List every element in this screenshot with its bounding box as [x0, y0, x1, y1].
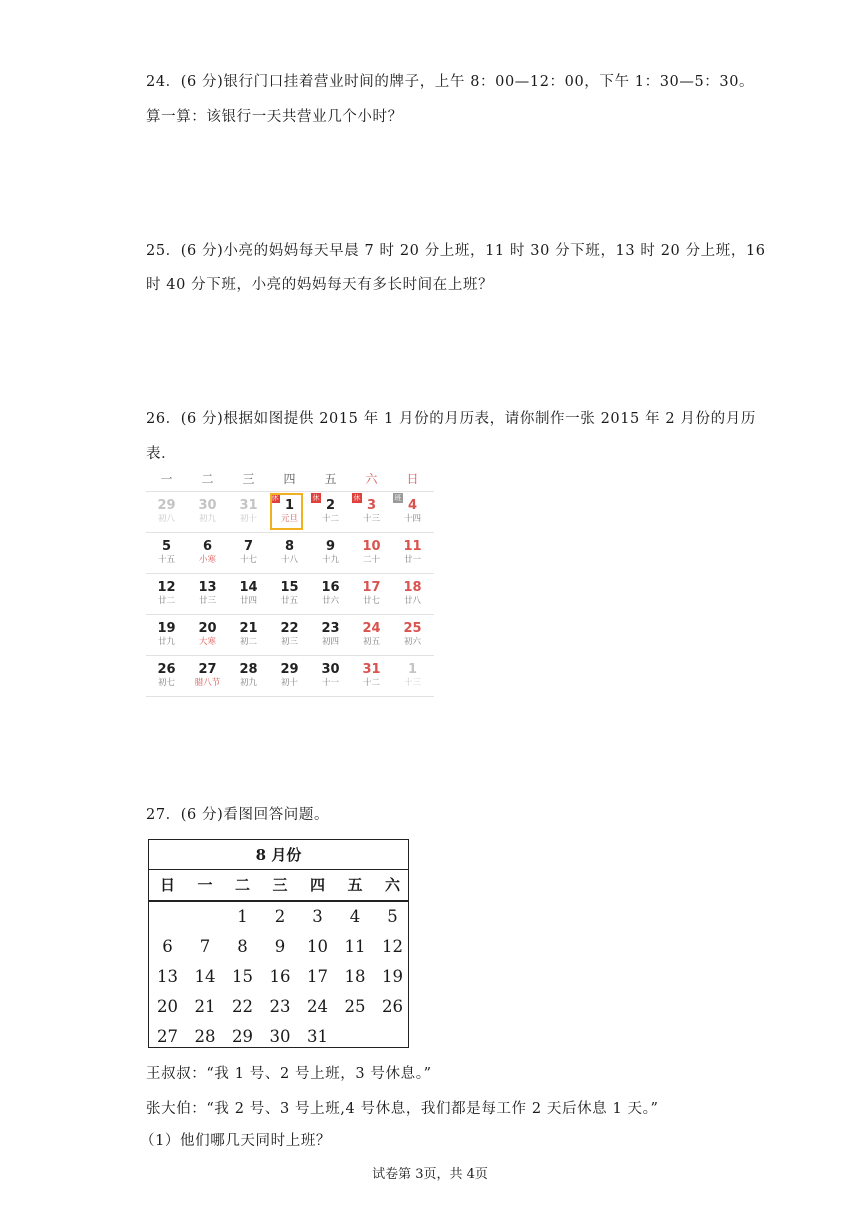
jan-weekday-header: 日	[406, 472, 419, 486]
jan-day-number: 1	[407, 662, 418, 677]
aug-day: 3	[312, 907, 323, 926]
jan-day-cell	[187, 492, 228, 532]
jan-day-number: 8	[284, 539, 295, 554]
aug-day: 27	[157, 1027, 178, 1046]
jan-day-number: 20	[198, 621, 217, 636]
jan-day-lunar-label: 小寒	[198, 555, 216, 565]
page-footer: 试卷第 3页，共 4页	[372, 1167, 488, 1182]
jan-day-lunar-label: 十五	[157, 555, 175, 565]
jan-day-number: 6	[202, 539, 213, 554]
jan-day-lunar-label: 二十	[362, 555, 380, 565]
aug-day: 16	[269, 967, 291, 986]
jan-day-cell	[351, 533, 392, 573]
jan-day-cell	[146, 615, 187, 655]
jan-day-lunar-label: 元旦	[280, 514, 298, 524]
jan-day-number: 30	[321, 662, 340, 677]
jan-day-lunar-label: 廿五	[280, 596, 298, 606]
jan-day-number: 26	[157, 662, 176, 677]
jan-day-lunar-label: 初三	[280, 637, 298, 647]
jan-day-lunar-label: 廿八	[403, 596, 421, 606]
q24-text-line1: 24．(6 分)银行门口挂着营业时间的牌子，上午 8：00—12：00，下午 1：30—5：30。	[146, 74, 755, 90]
jan-day-number: 13	[198, 580, 217, 595]
jan-day-lunar-label: 初九	[239, 678, 257, 688]
jan-weekday-header: 六	[365, 472, 378, 486]
jan-day-number: 17	[362, 580, 381, 595]
jan-day-cell	[146, 574, 187, 614]
august-calendar-title: 8 月份	[149, 840, 408, 870]
jan-day-cell	[310, 533, 351, 573]
august-calendar	[148, 839, 409, 1048]
jan-day-cell	[269, 656, 310, 696]
jan-day-cell	[392, 533, 433, 573]
jan-day-cell	[146, 533, 187, 573]
aug-day: 13	[157, 967, 178, 986]
jan-day-number: 16	[321, 580, 340, 595]
q26-text-line2: 表．	[146, 446, 177, 462]
aug-day: 25	[344, 997, 366, 1016]
jan-day-cell	[228, 492, 269, 532]
aug-day: 18	[344, 967, 366, 986]
jan-day-lunar-label: 廿二	[157, 596, 175, 606]
aug-day: 20	[157, 997, 178, 1016]
jan-day-lunar-label: 大寒	[198, 637, 216, 647]
jan-day-lunar-label: 廿七	[362, 596, 380, 606]
jan-weekday-header: 五	[324, 472, 337, 486]
jan-day-cell	[146, 492, 187, 532]
jan-day-number: 4	[407, 498, 418, 513]
jan-day-cell	[269, 574, 310, 614]
jan-day-number: 7	[243, 539, 254, 554]
jan-day-lunar-label: 十一	[321, 678, 339, 688]
jan-day-cell	[187, 574, 228, 614]
aug-day: 8	[237, 937, 248, 956]
jan-day-lunar-label: 十四	[403, 514, 421, 524]
jan-day-number: 29	[157, 498, 176, 513]
q26-text-line1: 26．(6 分)根据如图提供 2015 年 1 月份的月历表，请你制作一张 2015 年 2 月份的月历	[146, 411, 756, 427]
jan-day-cell	[228, 574, 269, 614]
jan-day-lunar-label: 初六	[403, 637, 421, 647]
jan-day-number: 15	[280, 580, 299, 595]
aug-day: 19	[382, 967, 403, 986]
aug-day: 2	[274, 907, 286, 926]
jan-weekday-header: 二	[201, 472, 214, 486]
jan-day-lunar-label: 初八	[157, 514, 175, 524]
aug-weekday-header: 三	[272, 876, 288, 894]
jan-day-cell	[187, 615, 228, 655]
aug-day: 26	[382, 997, 403, 1016]
jan-day-lunar-label: 廿四	[239, 596, 257, 606]
aug-day: 28	[194, 1027, 216, 1046]
aug-weekday-header: 六	[384, 876, 400, 894]
jan-day-number: 10	[362, 539, 381, 554]
jan-day-number: 18	[403, 580, 422, 595]
q27-wang-statement: 王叔叔：“我 1 号、2 号上班，3 号休息。”	[146, 1066, 432, 1082]
aug-day: 1	[237, 907, 248, 926]
jan-day-lunar-label: 十七	[239, 555, 257, 565]
january-2015-calendar	[146, 470, 434, 696]
jan-day-number: 24	[362, 621, 381, 636]
aug-day: 5	[387, 907, 398, 926]
jan-day-cell	[351, 615, 392, 655]
jan-day-number: 14	[239, 580, 258, 595]
jan-day-number: 1	[284, 498, 295, 513]
jan-day-cell	[146, 656, 187, 696]
q25-text-line2: 时 40 分下班，小亮的妈妈每天有多长时间在上班？	[146, 277, 494, 293]
aug-day: 21	[194, 997, 216, 1016]
q27-subquestion-1: （1）他们哪几天同时上班？	[140, 1133, 332, 1149]
q27-zhang-statement: 张大伯：“我 2 号、3 号上班,4 号休息，我们都是每工作 2 天后休息 1 天。”	[146, 1101, 659, 1117]
aug-weekday-header: 一	[197, 876, 213, 894]
aug-day: 29	[232, 1027, 253, 1046]
jan-day-cell	[228, 533, 269, 573]
aug-day: 9	[274, 937, 286, 956]
jan-day-lunar-label: 初四	[321, 637, 339, 647]
aug-weekday-header: 五	[347, 876, 363, 894]
jan-day-lunar-label: 廿六	[321, 596, 339, 606]
aug-day: 31	[307, 1027, 328, 1046]
jan-day-cell	[351, 574, 392, 614]
jan-day-lunar-label: 初十	[280, 678, 298, 688]
jan-day-cell	[269, 533, 310, 573]
jan-day-number: 3	[366, 498, 377, 513]
jan-day-number: 28	[239, 662, 258, 677]
aug-weekday-header: 二	[234, 876, 250, 894]
holiday-tag: 休	[271, 494, 279, 502]
jan-day-lunar-label: 初二	[239, 637, 257, 647]
holiday-tag: 休	[353, 494, 361, 502]
aug-day: 17	[307, 967, 328, 986]
aug-day: 7	[199, 937, 211, 956]
jan-day-lunar-label: 初七	[157, 678, 175, 688]
jan-row-divider	[146, 696, 434, 697]
today-highlight	[270, 493, 303, 530]
jan-day-lunar-label: 十二	[321, 514, 339, 524]
jan-day-lunar-label: 初十	[239, 514, 257, 524]
jan-weekday-header: 三	[242, 472, 255, 486]
jan-day-lunar-label: 初九	[198, 514, 216, 524]
jan-day-cell	[187, 533, 228, 573]
jan-day-lunar-label: 腊八节	[194, 678, 221, 688]
jan-day-cell	[228, 615, 269, 655]
jan-day-cell	[269, 615, 310, 655]
jan-day-lunar-label: 初五	[362, 637, 380, 647]
jan-day-lunar-label: 十三	[362, 514, 380, 524]
aug-day: 22	[232, 997, 253, 1016]
jan-day-number: 25	[403, 621, 422, 636]
workday-tag: 班	[394, 494, 402, 502]
jan-day-number: 19	[157, 621, 176, 636]
aug-day: 4	[349, 907, 361, 926]
aug-day: 15	[232, 967, 253, 986]
jan-day-number: 21	[239, 621, 258, 636]
jan-day-number: 11	[403, 539, 422, 554]
jan-day-number: 31	[239, 498, 258, 513]
jan-day-cell	[392, 656, 433, 696]
aug-weekday-header: 日	[159, 876, 175, 894]
jan-day-cell	[228, 656, 269, 696]
aug-day: 14	[194, 967, 216, 986]
jan-day-number: 5	[161, 539, 172, 554]
jan-day-cell	[392, 615, 433, 655]
jan-weekday-header: 一	[160, 472, 173, 486]
holiday-tag: 休	[312, 494, 320, 502]
jan-day-lunar-label: 十三	[403, 678, 421, 688]
jan-day-lunar-label: 廿九	[157, 637, 175, 647]
q27-text-line1: 27．(6 分)看图回答问题。	[146, 807, 330, 823]
aug-day: 23	[269, 997, 291, 1016]
jan-day-number: 31	[362, 662, 381, 677]
aug-day: 30	[269, 1027, 291, 1046]
jan-day-number: 30	[198, 498, 217, 513]
jan-day-number: 27	[198, 662, 217, 677]
jan-day-lunar-label: 廿一	[403, 555, 421, 565]
jan-day-number: 12	[157, 580, 176, 595]
jan-day-lunar-label: 十八	[280, 555, 298, 565]
jan-day-number: 29	[280, 662, 299, 677]
aug-day: 6	[162, 937, 173, 956]
aug-day: 10	[307, 937, 328, 956]
jan-day-cell	[310, 656, 351, 696]
jan-day-lunar-label: 十九	[321, 555, 339, 565]
jan-day-cell	[310, 574, 351, 614]
jan-day-number: 22	[280, 621, 299, 636]
jan-day-number: 9	[325, 539, 336, 554]
jan-weekday-header: 四	[283, 472, 296, 486]
jan-day-cell	[351, 656, 392, 696]
jan-day-lunar-label: 十二	[362, 678, 380, 688]
q25-text-line1: 25．(6 分)小亮的妈妈每天早晨 7 时 20 分上班，11 时 30 分下班，13 时 20 分上班，16	[146, 243, 766, 259]
jan-day-number: 2	[325, 498, 336, 513]
aug-day: 11	[344, 937, 366, 956]
aug-day: 12	[382, 937, 403, 956]
q24-text-line2: 算一算：该银行一天共营业几个小时？	[146, 109, 403, 125]
jan-day-cell	[392, 574, 433, 614]
jan-day-number: 23	[321, 621, 340, 636]
jan-day-lunar-label: 廿三	[198, 596, 216, 606]
aug-day: 24	[307, 997, 328, 1016]
jan-day-cell	[310, 615, 351, 655]
aug-weekday-header: 四	[309, 876, 325, 894]
jan-day-cell	[187, 656, 228, 696]
